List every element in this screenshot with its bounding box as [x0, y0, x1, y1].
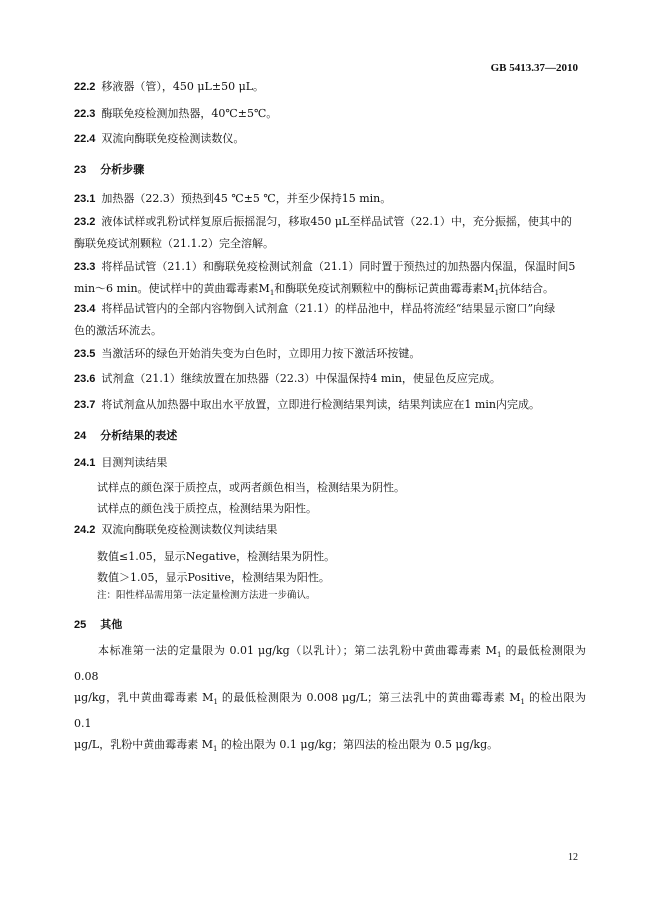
clause-text: 加热器（22.3）预热到45 ℃±5 ℃，并至少保持15 min。: [101, 192, 392, 205]
clause-text-line1: 将样品试管内的全部内容物倒入试剂盒（21.1）的样品池中，样品将流经“结果显示窗口”向绿: [101, 302, 556, 315]
clause-23-7: [74, 394, 584, 416]
result-positive-reader: 数值＞1.05，显示Positive，检测结果为阳性。: [97, 571, 330, 584]
section-23-heading: [74, 161, 144, 177]
clause-text: 双流向酶联免疫检测读数仪。: [101, 132, 245, 145]
subscript: 1: [520, 698, 525, 707]
text-segment: 的最低检测限为 0.008 μg/L；第三法乳中的黄曲霉毒素 M: [217, 691, 521, 705]
clause-text-line1: 将样品试管（21.1）和酶联免疫检测试剂盒（21.1）同时置于预热过的加热器内保温，保温时间5: [101, 260, 576, 273]
section-number: 24: [74, 430, 87, 442]
paragraph-line2: [74, 687, 586, 734]
clause-number: 23.3: [74, 261, 96, 273]
clause-text-line2: 酶联免疫试剂颗粒（21.1.2）完全溶解。: [74, 237, 274, 250]
clause-number: 22.3: [74, 108, 96, 120]
text-segment: 和酶联免疫试剂颗粒中的酶标记黄曲霉毒素M: [274, 282, 495, 295]
clause-number: 22.4: [74, 133, 96, 145]
text-segment: 本标准第一法的定量限为 0.01 μg/kg（以乳计）；第二法乳粉中黄曲霉毒素 M: [98, 644, 497, 657]
subscript: 1: [212, 745, 218, 754]
clause-number: 23.5: [74, 348, 96, 360]
clause-text: 当激活环的绿色开始消失变为白色时，立即用力按下激活环按键。: [101, 347, 421, 360]
page-number: 12: [568, 852, 578, 863]
subscript: 1: [269, 289, 275, 298]
clause-22-3: [74, 103, 584, 125]
clause-23-6: [74, 368, 584, 390]
clause-22-4: [74, 128, 584, 150]
section-25-heading: [74, 616, 122, 632]
clause-23-4: [74, 298, 584, 341]
result-positive-visual: 试样点的颜色浅于质控点，检测结果为阳性。: [97, 502, 317, 515]
section-number: 25: [74, 619, 87, 631]
section-title: 其他: [100, 618, 123, 631]
clause-text-line1: 液体试样或乳粉试样复原后振摇混匀，移取450 μL至样品试管（22.1）中，充分振摇，使其中的: [101, 215, 572, 228]
clause-23-5: [74, 343, 584, 365]
text-segment: 的检出限为 0.1: [74, 691, 586, 731]
text-segment: 抗体结合。: [499, 282, 555, 295]
paragraph-line3: [74, 734, 586, 760]
section-number: 23: [74, 164, 87, 176]
section-24-heading: [74, 427, 177, 443]
clause-22-2: [74, 76, 584, 98]
text-segment: 的最低检测限为 0.08: [74, 644, 586, 684]
section-title: 分析步骤: [100, 163, 145, 176]
text-segment: 的检出限为 0.1 μg/kg；第四法的检出限为 0.5 μg/kg。: [217, 738, 499, 752]
clause-23-2: [74, 211, 584, 254]
clause-24-1: [74, 452, 584, 474]
clause-title: 目测判读结果: [101, 456, 168, 469]
note: 注：阳性样品需用第一法定量检测方法进一步确认。: [97, 590, 316, 601]
clause-number: 24.2: [74, 524, 96, 536]
clause-number: 23.6: [74, 373, 96, 385]
clause-number: 22.2: [74, 81, 96, 93]
clause-number: 23.2: [74, 216, 96, 228]
detection-limits-paragraph: [74, 640, 586, 761]
clause-number: 23.1: [74, 193, 96, 205]
standard-number: GB 5413.37—2010: [490, 62, 578, 74]
subscript: 1: [213, 698, 218, 707]
clause-number: 23.4: [74, 303, 96, 315]
clause-title: 双流向酶联免疫检测读数仪判读结果: [101, 523, 278, 536]
result-negative-visual: 试样点的颜色深于质控点，或两者颜色相当，检测结果为阴性。: [97, 481, 405, 494]
clause-24-2: [74, 519, 584, 541]
clause-text: 移液器（管），450 μL±50 μL。: [101, 80, 265, 93]
clause-number: 24.1: [74, 457, 96, 469]
subscript: 1: [496, 651, 502, 660]
section-title: 分析结果的表述: [100, 429, 178, 442]
clause-number: 23.7: [74, 399, 96, 411]
text-segment: μg/kg，乳中黄曲霉毒素 M: [74, 691, 214, 705]
paragraph-line1: [74, 640, 586, 687]
clause-23-1: [74, 188, 584, 210]
clause-text-line2: 色的激活环流去。: [74, 324, 162, 337]
clause-text: 将试剂盒从加热器中取出水平放置，立即进行检测结果判读，结果判读应在1 min内完成。: [101, 398, 540, 411]
clause-text: 试剂盒（21.1）继续放置在加热器（22.3）中保温保持4 min，使显色反应完成。: [101, 372, 501, 385]
text-segment: μg/L，乳粉中黄曲霉毒素 M: [74, 738, 213, 752]
text-segment: min～6 min。使试样中的黄曲霉毒素M: [74, 282, 270, 295]
subscript: 1: [494, 289, 500, 298]
clause-text: 酶联免疫检测加热器，40℃±5℃。: [101, 107, 278, 120]
clause-23-3: [74, 256, 584, 304]
result-negative-reader: 数值≤1.05，显示Negative，检测结果为阴性。: [97, 550, 336, 563]
